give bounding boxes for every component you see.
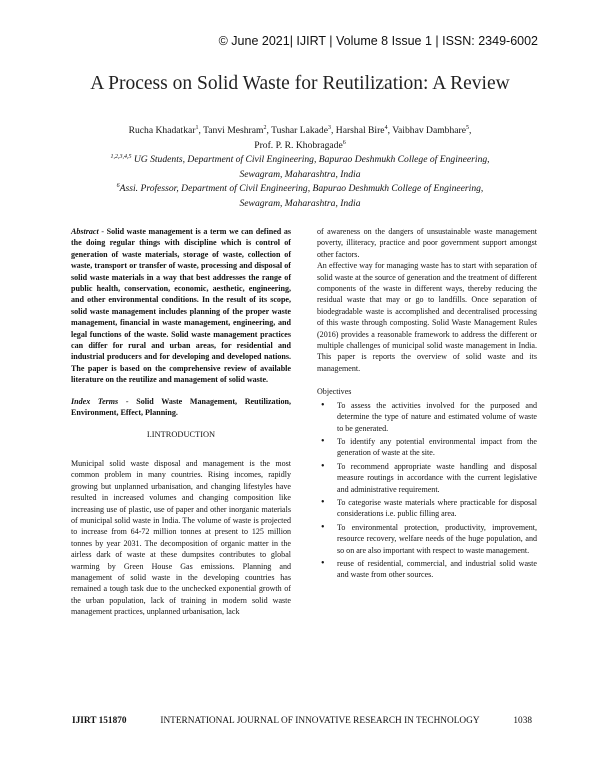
abstract-label: Abstract - — [71, 227, 105, 236]
objective-item: • To categorise waste materials where practicable for disposal considerations i.e. public filling area. — [337, 497, 537, 520]
separation-paragraph: An effective way for managing waste has to start with separation of solid waste at the source of generation and the treatment of different components of the waste in different ways, thereby reducing the residual waste that may or go to landfills. Once separation of biodegradable waste is accomplished and decentralised processing of this waste through composting. Solid Waste Management Rules (2016) provides a reasonable framework to address the different or multiple challenges of municipal solid waste management in India. This paper is reports the overview of solid waste and its management. — [317, 261, 537, 373]
footer-page-number: 1038 — [513, 716, 532, 726]
objective-item: • To environmental protection, productivity, improvement, resource recovery, welfare needs of the huge population, and so on are also important with respect to waste management. — [337, 522, 537, 556]
index-terms — [71, 396, 291, 419]
footer-paper-id: IJIRT 151870 — [72, 716, 127, 726]
right-column — [317, 226, 537, 583]
objective-item: • reuse of residential, commercial, and industrial solid waste and waste from other sources. — [337, 558, 537, 581]
author-2: Tanvi Meshram$^2$ — [203, 125, 267, 136]
introduction-continuation: of awareness on the dangers of unsustainable waste management poverty, illiteracy, practice and poor government support amongst other factors. — [317, 227, 537, 259]
objectives-list — [317, 400, 537, 581]
objective-item: • To recommend appropriate waste handling and disposal measure routings in accordance with the current legislative and administrative requirement. — [337, 461, 537, 495]
objective-item: • To identify any potential environmental impact from the generation of waste at the site. — [337, 436, 537, 459]
left-column — [71, 226, 291, 618]
author-6: Prof. P. R. Khobragade$^6$ — [254, 139, 346, 151]
paper-title: A Process on Solid Waste for Reutilization: A Review — [90, 73, 510, 94]
author-1: Rucha Khadatkar$^1$ — [128, 125, 199, 136]
introduction-heading: I.INTRODUCTION — [146, 429, 216, 439]
page-footer — [72, 716, 532, 726]
abstract-text: Solid waste management is a term we can defined as the doing regular things with discipline which is control of generation of waste materials, storage of waste, collection of waste, transport or transfer of waste, processing and disposal of solid waste materials in a way that best addresses the range of public health, conservation, economic, aesthetic, engineering, and other environmental conditions. In the result of its scope, solid waste management includes planning of the proper waste management, financial in waste management, engineering, and legal functions of the waste. Solid waste management practices can differ for rural and urban areas, for residential and industrial producers and for developing and developed nations. The paper is based on the comprehensive review of available literature on the reutilize and management of solid waste. — [71, 227, 291, 385]
author-names: Rucha Khadatkar$^1$, Tanvi Meshram$^2$, Tushar Lakade$^3$, Harshal Bire$^4$, Vaibhav Dambhare$^5$, Prof. P. R. Khobragade$^6$ — [128, 125, 472, 151]
objective-item: • To assess the activities involved for the purposed and determine the type of nature and estimated volume of waste to be generated. — [337, 400, 537, 434]
objectives-heading: Objectives — [317, 387, 352, 397]
author-5: Vaibhav Dambhare$^5$ — [392, 125, 469, 136]
author-4: Harshal Bire$^4$ — [335, 125, 388, 136]
index-terms-text: Solid Waste Management, Reutilization, Environment, Effect, Planning. — [71, 396, 292, 418]
author-block — [60, 124, 540, 211]
journal-citation-header: © June 2021| IJIRT | Volume 8 Issue 1 | ISSN: 2349-6002 — [218, 34, 538, 48]
index-terms-label: Index Terms - — [71, 396, 129, 406]
affiliation-students: $^{1,2,3,4,5}$ UG Students, Department of Civil Engineering, Bapurao Deshmukh College of Engineering, Sewagram, Maharashtra, India — [110, 154, 490, 180]
abstract — [71, 226, 291, 386]
affiliation-professor: $^6$Assi. Professor, Department of Civil Engineering, Bapurao Deshmukh College of Engineering, Sewagram, Maharashtra, India — [116, 183, 484, 209]
footer-journal-name: INTERNATIONAL JOURNAL OF INNOVATIVE RESEARCH IN TECHNOLOGY — [160, 716, 480, 726]
introduction-paragraph: Municipal solid waste disposal and management is the most common problem in many countries. Rising incomes, rapidly growing but unplanned urbanisation, and changing lifestyles have resulted in increased volumes and changing composition like increasing use of plastic, use of paper and other inorganic materials of municipal solid waste in India. The volume of waste is projected to increase from 64-72 million tonnes at present to 125 million tonnes by year 2031. The decomposition of organic matter in the airless dark of waste at these dumpsites contributes to global warming by Green House Gas emissions. Planning and management of solid waste in the developing countries has remained a tough task due to the unchecked exponential growth of the urban population, lack of training in modern solid waste management practices, unplanned urbanisation, lack — [71, 458, 291, 617]
author-3: Tushar Lakade$^3$ — [271, 125, 331, 136]
